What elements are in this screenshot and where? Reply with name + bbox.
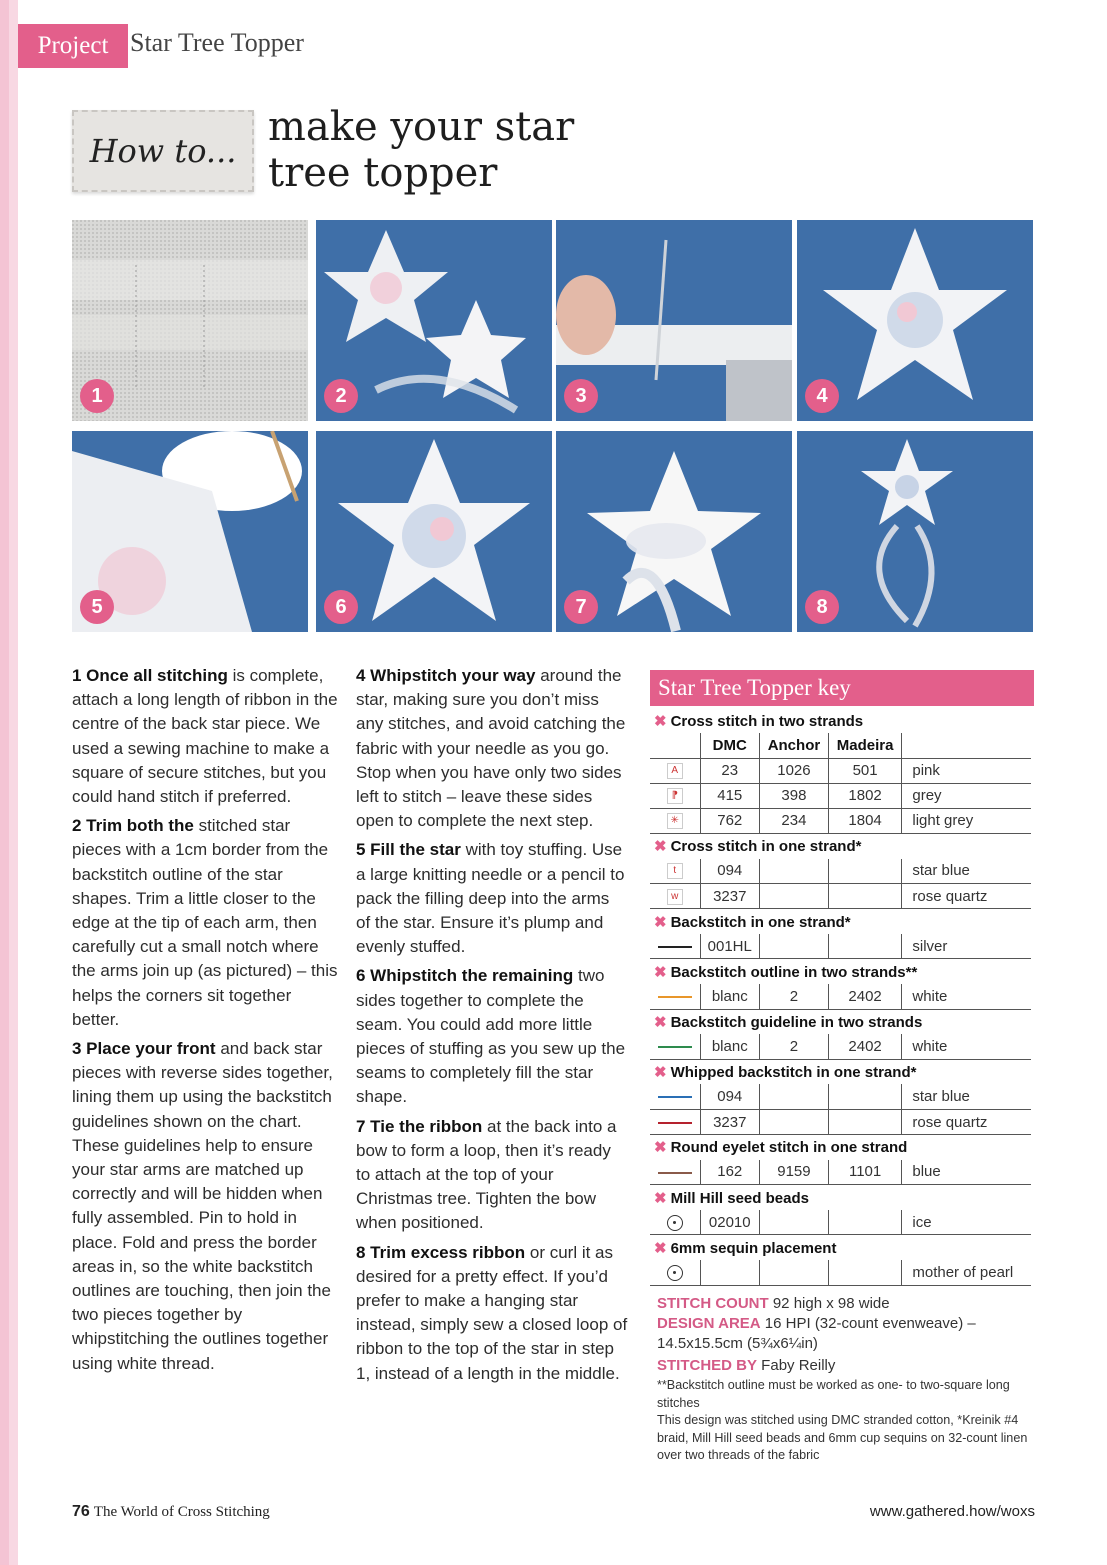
key-madeira-value: 1804 (828, 808, 902, 833)
step-photo-8 (797, 431, 1033, 632)
key-madeira-value (828, 1110, 902, 1135)
section-tab: Project (18, 24, 128, 68)
step-photo-7 (556, 431, 792, 632)
design-area: DESIGN AREA 16 HPI (32-count evenweave) – 14.5x15.5cm (5¾x6¼in) (657, 1315, 976, 1352)
backstitch-line-icon (658, 1046, 692, 1048)
key-dmc-value (700, 1260, 760, 1285)
cross-icon: ✖ (654, 1139, 667, 1157)
key-row (650, 1084, 1031, 1109)
page-number: 76 (72, 1503, 90, 1520)
key-dmc-value: 3237 (700, 1110, 760, 1135)
stitch-symbol-icon: A (667, 763, 683, 779)
cross-icon: ✖ (654, 913, 667, 931)
stitch-count: STITCH COUNT 92 high x 98 wide (657, 1295, 890, 1312)
step-3-text: 3 Place your front and back star pieces with reverse sides together, lining them up using the backstitch guidelines shown on the chart. These guidelines help to ensure your star arms are matched up correctly and will be hidden when fully assembled. Pin to hold in place. Fold and press the border areas in, so the white backstitch outlines are touching, then join the two pieces together by whipstitching the outlines together using white thread. (72, 1039, 333, 1373)
key-color-name: silver (902, 934, 1031, 959)
backstitch-line-icon (658, 1096, 692, 1098)
key-madeira-value (828, 859, 902, 884)
key-madeira-value: 2402 (828, 1034, 902, 1059)
key-row (650, 1034, 1031, 1059)
key-anchor-value: 1026 (760, 758, 829, 783)
key-row (650, 783, 1031, 808)
key-dmc-value: 762 (700, 808, 760, 833)
key-color-name: star blue (902, 859, 1031, 884)
title-line-1: make your star (268, 104, 575, 150)
key-column-header: Anchor (760, 733, 829, 758)
key-dmc-value: 02010 (700, 1210, 760, 1235)
step-7-text: 7 Tie the ribbon at the back into a bow to form a loop, then it’s ready to attach at the top of your Christmas tree. Tighten the bow when positioned. (356, 1116, 617, 1233)
key-section-title: ✖ Mill Hill seed beads (654, 1189, 809, 1207)
key-madeira-value (828, 1084, 902, 1109)
key-dmc-value: 001HL (700, 934, 760, 959)
key-dmc-value: blanc (700, 1034, 760, 1059)
key-column-headers (650, 733, 1031, 758)
backstitch-line-icon (658, 996, 692, 998)
key-anchor-value (760, 884, 829, 909)
key-row (650, 859, 1031, 884)
footer-url[interactable]: www.gathered.how/woxs (869, 1503, 1035, 1520)
key-anchor-value (760, 1110, 829, 1135)
key-section-title: ✖ Cross stitch in one strand* (654, 838, 862, 856)
bead-icon (667, 1215, 683, 1231)
step-number: 3 (564, 379, 598, 413)
key-anchor-value (760, 934, 829, 959)
bead-icon (667, 1265, 683, 1281)
key-anchor-value: 2 (760, 984, 829, 1009)
key-color-name: white (902, 1034, 1031, 1059)
step-photo-4 (797, 220, 1033, 421)
key-dmc-value: 415 (700, 783, 760, 808)
key-color-name: pink (902, 758, 1031, 783)
key-color-name: white (902, 984, 1031, 1009)
key-color-name: mother of pearl (902, 1260, 1031, 1285)
key-anchor-value (760, 859, 829, 884)
cross-icon: ✖ (654, 1013, 667, 1031)
key-section-title: ✖ Backstitch in one strand* (654, 913, 851, 931)
step-photo-5 (72, 431, 308, 632)
key-anchor-value (760, 1260, 829, 1285)
key-title: Star Tree Topper key (650, 670, 1034, 706)
step-number: 5 (80, 590, 114, 624)
stitch-symbol-icon: t (667, 863, 683, 879)
step-8-text: 8 Trim excess ribbon or curl it as desired for a pretty effect. If you’d prefer to make a hanging star instead, simply sew a closed loop of ribbon to the top of the star in step 1, instead of a length in the middle. (356, 1242, 628, 1383)
footer-left (72, 1503, 270, 1521)
key-madeira-value (828, 934, 902, 959)
key-section-title: ✖ 6mm sequin placement (654, 1239, 837, 1257)
key-dmc-value: 162 (700, 1160, 760, 1185)
key-section-title: ✖ Round eyelet stitch in one strand (654, 1139, 908, 1157)
key-color-name: light grey (902, 808, 1031, 833)
step-number: 7 (564, 590, 598, 624)
step-6-text: 6 Whipstitch the remaining two sides together to complete the seam. You could add more little pieces of stuffing as you sew up the seams to completely fill the star shape. (356, 966, 626, 1107)
stitch-symbol-icon: ✳ (667, 813, 683, 829)
key-section-title: ✖ Backstitch guideline in two strands (654, 1013, 923, 1031)
key-color-name: star blue (902, 1084, 1031, 1109)
cross-icon: ✖ (654, 1189, 667, 1207)
key-dmc-value: 23 (700, 758, 760, 783)
key-madeira-value: 501 (828, 758, 902, 783)
key-row (650, 758, 1031, 783)
key-color-name: rose quartz (902, 884, 1031, 909)
key-row (650, 1110, 1031, 1135)
stitch-symbol-icon: w (667, 889, 683, 905)
key-anchor-value: 234 (760, 808, 829, 833)
step-photo-3 (556, 220, 792, 421)
step-4-text: 4 Whipstitch your way around the star, making sure you don’t miss any stitches, and avoid catching the fabric with your needle as you go. Stop when you have only two sides left to stitch – leave these sides open to complete the next step. (356, 666, 626, 831)
howto-label: How to... (72, 110, 254, 192)
header-title: Star Tree Topper (130, 28, 304, 57)
step-5-text: 5 Fill the star with toy stuffing. Use a large knitting needle or a pencil to pack the filling deep into the arms of the star. Ensure it’s plump and evenly stuffed. (356, 840, 625, 957)
key-section-title: ✖ Whipped backstitch in one strand* (654, 1064, 917, 1082)
key-anchor-value (760, 1210, 829, 1235)
key-anchor-value: 398 (760, 783, 829, 808)
key-column-header: DMC (700, 733, 760, 758)
stitch-symbol-icon: ⁋ (667, 788, 683, 804)
key-dmc-value: 094 (700, 1084, 760, 1109)
key-color-name: ice (902, 1210, 1031, 1235)
step-number: 8 (805, 590, 839, 624)
footnote-materials: This design was stitched using DMC stranded cotton, *Kreinik #4 braid, Mill Hill seed beads and 6mm cup sequins on 32-count linen over two threads of the fabric (657, 1413, 1028, 1462)
cross-icon: ✖ (654, 1239, 667, 1257)
key-madeira-value (828, 1210, 902, 1235)
key-madeira-value: 1802 (828, 783, 902, 808)
key-table (650, 708, 1031, 1286)
key-row (650, 1210, 1031, 1235)
instructions-column-2 (356, 664, 628, 1391)
key-section-title: ✖ Backstitch outline in two strands** (654, 963, 918, 981)
step-photo-2 (316, 220, 552, 421)
key-row (650, 934, 1031, 959)
key-color-name: grey (902, 783, 1031, 808)
key-madeira-value: 1101 (828, 1160, 902, 1185)
key-row (650, 1160, 1031, 1185)
magazine-name: The World of Cross Stitching (93, 1504, 270, 1520)
footnote-backstitch: **Backstitch outline must be worked as one- to two-square long stitches (657, 1378, 1010, 1410)
step-photo-1 (72, 220, 308, 421)
side-stripe (0, 0, 18, 1565)
backstitch-line-icon (658, 1122, 692, 1124)
key-madeira-value (828, 884, 902, 909)
key-anchor-value: 9159 (760, 1160, 829, 1185)
step-number: 2 (324, 379, 358, 413)
key-dmc-value: blanc (700, 984, 760, 1009)
key-color-name: blue (902, 1160, 1031, 1185)
cross-icon: ✖ (654, 1064, 667, 1082)
key-dmc-value: 3237 (700, 884, 760, 909)
key-madeira-value: 2402 (828, 984, 902, 1009)
instructions-column-1 (72, 664, 340, 1381)
key-anchor-value (760, 1084, 829, 1109)
step-number: 1 (80, 379, 114, 413)
key-row (650, 884, 1031, 909)
step-photo-6 (316, 431, 552, 632)
key-column-header: Madeira (828, 733, 902, 758)
stitched-by: STITCHED BY Faby Reilly (657, 1357, 836, 1374)
key-madeira-value (828, 1260, 902, 1285)
title-line-2: tree topper (268, 150, 498, 196)
key-anchor-value: 2 (760, 1034, 829, 1059)
key-section-title: ✖ Cross stitch in two strands (654, 712, 864, 730)
key-row (650, 984, 1031, 1009)
backstitch-line-icon (658, 946, 692, 948)
cross-icon: ✖ (654, 712, 667, 730)
key-row (650, 1260, 1031, 1285)
cross-icon: ✖ (654, 963, 667, 981)
backstitch-line-icon (658, 1172, 692, 1174)
step-2-text: 2 Trim both the stitched star pieces with a 1cm border from the backstitch outline of the star shapes. Trim a little closer to the edge at the tip of each arm, then carefully cut a small notch where the arms join up (as pictured) – this helps the corners sit together better. (72, 816, 338, 1029)
step-number: 4 (805, 379, 839, 413)
key-color-name: rose quartz (902, 1110, 1031, 1135)
key-row (650, 808, 1031, 833)
cross-icon: ✖ (654, 838, 667, 856)
page-title (268, 104, 748, 196)
step-1-text: 1 Once all stitching is complete, attach a long length of ribbon in the centre of the back star piece. We used a sewing machine to make a square of secure stitches, but you could hand stitch if preferred. (72, 666, 338, 807)
step-number: 6 (324, 590, 358, 624)
key-dmc-value: 094 (700, 859, 760, 884)
